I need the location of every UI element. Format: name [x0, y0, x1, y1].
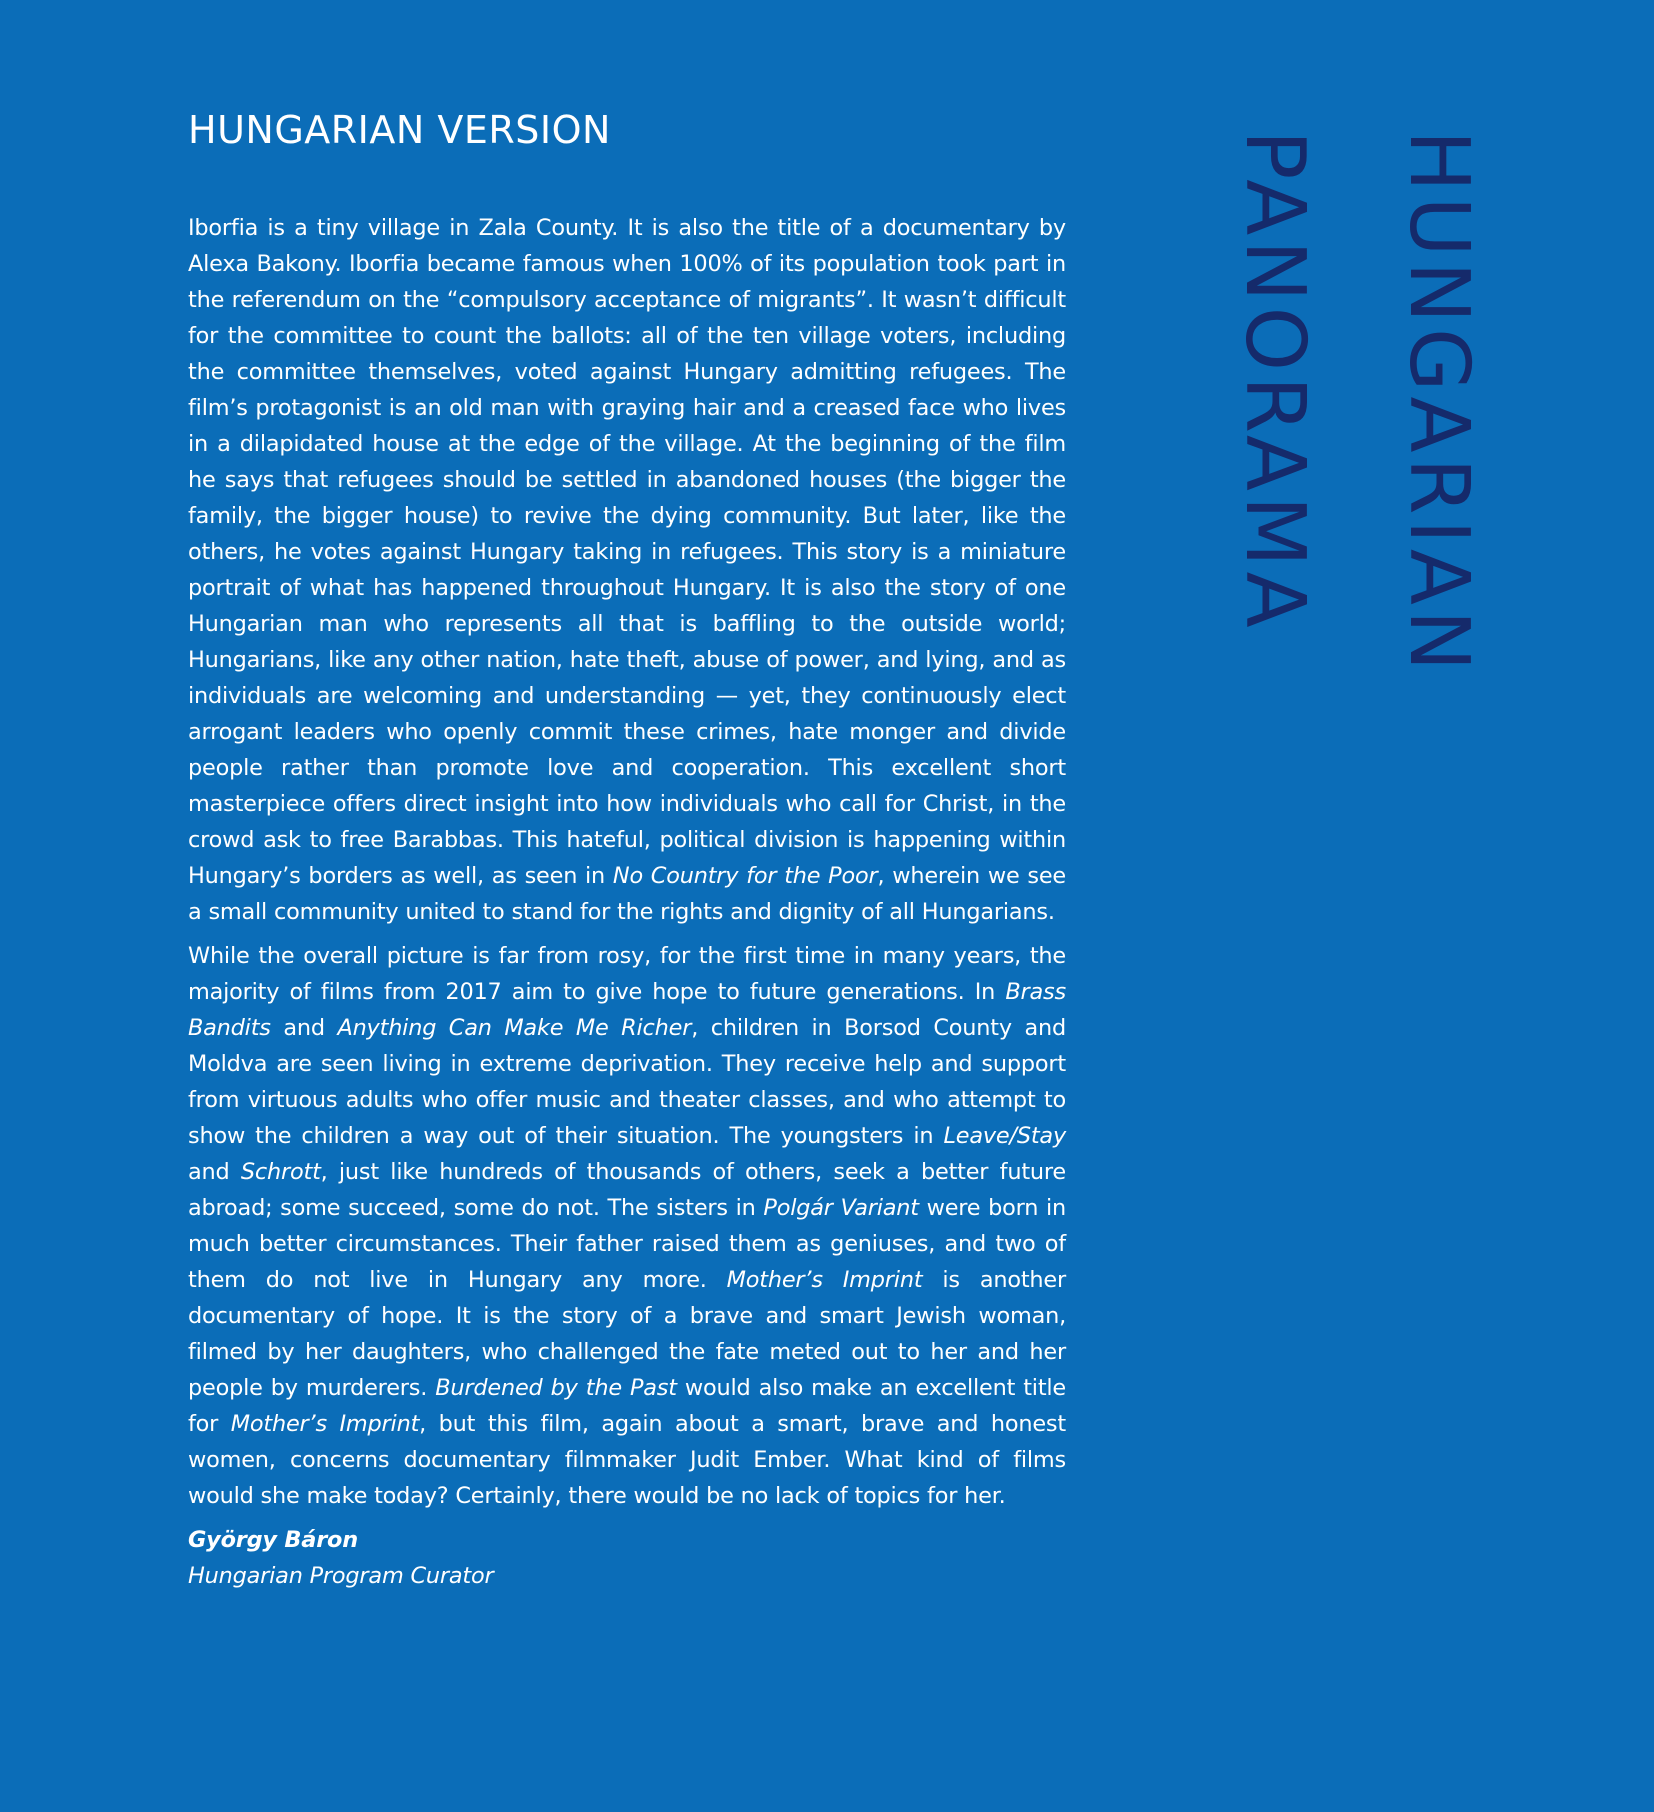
- film-title-mothers-imprint: Mother’s Imprint: [726, 1267, 923, 1293]
- film-title-schrott: Schrott: [240, 1159, 321, 1185]
- film-title-polgar-variant: Polgár Variant: [763, 1195, 919, 1221]
- film-title-no-country-for-the-poor: No Country for the Poor: [612, 863, 878, 889]
- paragraph-2-text-b: and: [270, 1015, 338, 1041]
- paragraph-2-text-i: , but this film, again about a smart, brave and honest women, concerns documentary filmmaker Judit Ember. What kind of films would she make today? Certainly, there would be no lack of topics for her.: [188, 1411, 1066, 1509]
- article-body: [188, 210, 1066, 1594]
- paragraph-2-text-d: and: [188, 1159, 241, 1185]
- paragraph-1-text-b: , wherein we see a small community united to stand for the rights and dignity of all Hungarians.: [188, 863, 1067, 925]
- paragraph-2-text-a: While the overall picture is far from rosy, for the first time in many years, the majority of films from 2017 aim to give hope to future generations. In: [188, 943, 1066, 1005]
- film-title-burdened-by-the-past: Burdened by the Past: [435, 1375, 677, 1401]
- signature: [188, 1522, 1066, 1594]
- author-name: György Báron: [188, 1527, 358, 1553]
- film-title-anything-can-make-me-richer: Anything Can Make Me Richer: [337, 1015, 692, 1041]
- paragraph-2-text-g: is another documentary of hope. It is the story of a brave and smart Jewish woman, filmed by her daughters, who challenged the fate meted out to her and her people by murderers.: [188, 1267, 1066, 1401]
- side-title: [1192, 130, 1520, 676]
- side-title-line-2: PANORAMA: [1227, 130, 1322, 633]
- paragraph-2-text-f: were born in much better circumstances. Their father raised them as geniuses, and two of them do not live in Hungary any more.: [188, 1195, 1066, 1293]
- paragraph-2-text-h: would also make an excellent title for: [188, 1375, 1067, 1437]
- paragraph-1-text-a: Iborfia is a tiny village in Zala County. It is also the title of a documentary by Alexa Bakony. Iborfia became famous when 100% of its population took part in the referendum on the “compulsory acceptance of migrants”. It wasn’t difficult for the committee to count the ballots: all of the ten village voters, including the committee themselves, voted against Hungary admitting refugees. The film’s protagonist is an old man with graying hair and a creased face who lives in a dilapidated house at the edge of the village. At the beginning of the film he says that refugees should be settled in abandoned houses (the bigger the family, the bigger house) to revive the dying community. But later, like the others, he votes against Hungary taking in refugees. This story is a miniature portrait of what has happened throughout Hungary. It is also the story of one Hungarian man who represents all that is baffling to the outside world; Hungarians, like any other nation, hate theft, abuse of power, and lying, and as individuals are welcoming and understanding — yet, they continuously elect arrogant leaders who openly commit these crimes, hate monger and divide people rather than promote love and cooperation. This excellent short masterpiece offers direct insight into how individuals who call for Christ, in the crowd ask to free Barabbas. This hateful, political division is happening within Hungary’s borders as well, as seen in: [188, 215, 1066, 889]
- film-title-mothers-imprint-2: Mother’s Imprint: [230, 1411, 420, 1437]
- paragraph-hope: [188, 938, 1066, 1514]
- paragraph-iborfia: [188, 210, 1066, 930]
- film-title-leave-stay: Leave/Stay: [943, 1123, 1066, 1149]
- paragraph-2-text-c: , children in Borsod County and Moldva are seen living in extreme deprivation. They receive help and support from virtuous adults who offer music and theater classes, and who attempt to show the children a way out of their situation. The youngsters in: [188, 1015, 1066, 1149]
- author-role: Hungarian Program Curator: [188, 1563, 494, 1589]
- section-title: HUNGARIAN VERSION: [188, 108, 611, 152]
- film-title-brass-bandits: Brass Bandits: [188, 979, 1066, 1041]
- side-title-line-1: HUNGARIAN: [1391, 130, 1486, 677]
- paragraph-2-text-e: , just like hundreds of thousands of others, seek a better future abroad; some succeed, some do not. The sisters in: [188, 1159, 1066, 1221]
